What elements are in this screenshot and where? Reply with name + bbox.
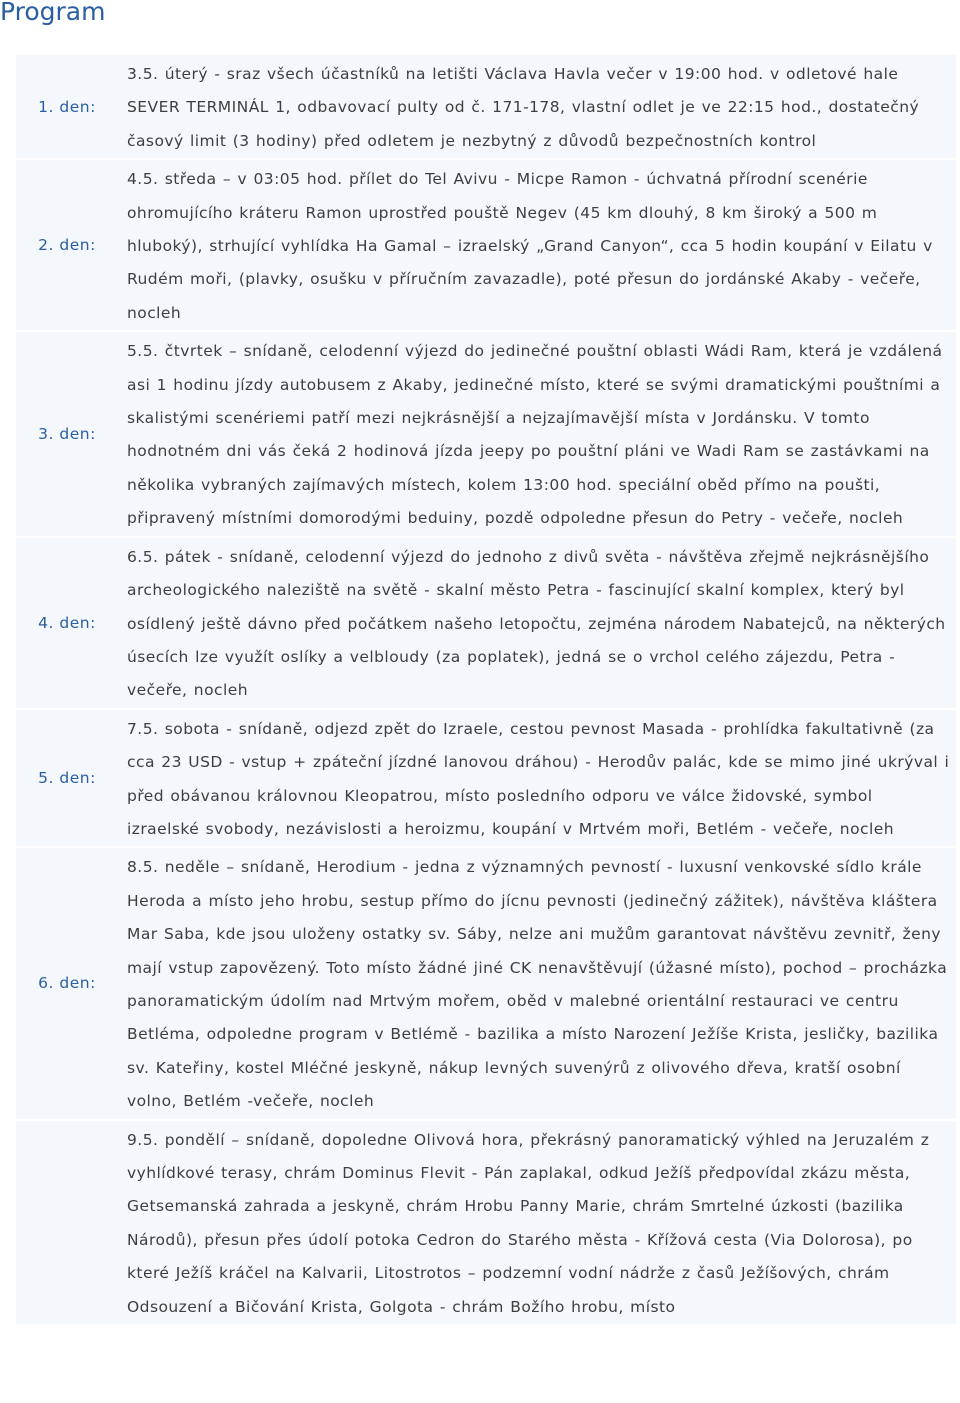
page-title: Program [0, 0, 106, 26]
day-row [16, 332, 956, 535]
day-row [16, 538, 956, 708]
day-row [16, 55, 956, 158]
day-description: 4.5. středa – v 03:05 hod. přílet do Tel Avivu - Micpe Ramon - úchvatná přírodní scenérie ohromujícího kráteru Ramon uprostřed pouště Negev (45 km dlouhý, 8 km široký a 500 m hluboký), strhující vyhlídka Ha Gamal – izraelský „Grand Canyon“, cca 5 hodin koupání v Eilatu v Rudém moři, (plavky, osušku v příručním zavazadle), poté přesun do jordánské Akaby - večeře, nocleh [118, 160, 956, 330]
day-description: 5.5. čtvrtek – snídaně, celodenní výjezd do jedinečné pouštní oblasti Wádi Ram, která je vzdálená asi 1 hodinu jízdy autobusem z Akaby, jedinečné místo, které se svými dramatickými pouštními a skalistými scenériemi patří mezi nejkrásnější a nejzajímavější místa v Jordánsku. V tomto hodnotném dni vás čeká 2 hodinová jízda jeepy po pouštní pláni ve Wadi Ram se zastávkami na několika vybraných zajímavých místech, kolem 13:00 hod. speciální oběd přímo na poušti, připravený místními domorodými beduiny, pozdě odpoledne přesun do Petry - večeře, nocleh [118, 332, 956, 535]
day-label: 6. den: [16, 848, 118, 1118]
day-row [16, 848, 956, 1118]
day-description: 6.5. pátek - snídaně, celodenní výjezd do jednoho z divů světa - návštěva zřejmě nejkrásnějšího archeologického naleziště na světě - skalní město Petra - fascinující skalní komplex, který byl osídlený ještě dávno před počátkem našeho letopočtu, zejména národem Nabatejců, na některých úsecích lze využít oslíky a velbloudy (za poplatek), jedná se o vrchol celého zájezdu, Petra - večeře, nocleh [118, 538, 956, 708]
day-label: 2. den: [16, 160, 118, 330]
day-description: 7.5. sobota - snídaně, odjezd zpět do Izraele, cestou pevnost Masada - prohlídka fakultativně (za cca 23 USD - vstup + zpáteční jízdné lanovou dráhou) - Herodův palác, kde se mimo jiné ukrýval i před obávanou královnou Kleopatrou, místo posledního odporu ve válce židovské, symbol izraelské svobody, nezávislosti a heroizmu, koupání v Mrtvém moři, Betlém - večeře, nocleh [118, 710, 956, 847]
day-label: 3. den: [16, 332, 118, 535]
day-description: 3.5. úterý - sraz všech účastníků na letišti Václava Havla večer v 19:00 hod. v odletové hale SEVER TERMINÁL 1, odbavovací pulty od č. 171-178, vlastní odlet je ve 22:15 hod., dostatečný časový limit (3 hodiny) před odletem je nezbytný z důvodů bezpečnostních kontrol [118, 55, 956, 158]
day-label: 5. den: [16, 710, 118, 847]
day-row [16, 1121, 956, 1324]
day-row [16, 710, 956, 847]
day-row [16, 160, 956, 330]
day-description: 9.5. pondělí – snídaně, dopoledne Olivová hora, překrásný panoramatický výhled na Jeruzalém z vyhlídkové terasy, chrám Dominus Flevit - Pán zaplakal, odkud Ježíš předpovídal zkázu města, Getsemanská zahrada a jeskyně, chrám Hrobu Panny Marie, chrám Smrtelné úzkosti (bazilika Národů), přesun přes údolí potoka Cedron do Starého města - Křížová cesta (Via Dolorosa), po které Ježíš kráčel na Kalvarii, Litostrotos – podzemní vodní nádrže z časů Ježíšových, chrám Odsouzení a Bičování Krista, Golgota - chrám Božího hrobu, místo [118, 1121, 956, 1324]
day-label [16, 1121, 118, 1324]
program-table [16, 53, 956, 1326]
day-label: 1. den: [16, 55, 118, 158]
day-description: 8.5. neděle – snídaně, Herodium - jedna z významných pevností - luxusní venkovské sídlo krále Heroda a místo jeho hrobu, sestup přímo do jícnu pevnosti (jedinečný zážitek), návštěva kláštera Mar Saba, kde jsou uloženy ostatky sv. Sáby, nelze ani mužům garantovat návštěvu zevnitř, ženy mají vstup zapovězený. Toto místo žádné jiné CK nenavštěvují (úžasné místo), pochod – procházka panoramatickým údolím nad Mrtvým mořem, oběd v malebné orientální restauraci ve centru Betléma, odpoledne program v Betlémě - bazilika a místo Narození Ježíše Krista, jesličky, bazilika sv. Kateřiny, kostel Mléčné jeskyně, nákup levných suvenýrů z olivového dřeva, kratší osobní volno, Betlém -večeře, nocleh [118, 848, 956, 1118]
day-label: 4. den: [16, 538, 118, 708]
